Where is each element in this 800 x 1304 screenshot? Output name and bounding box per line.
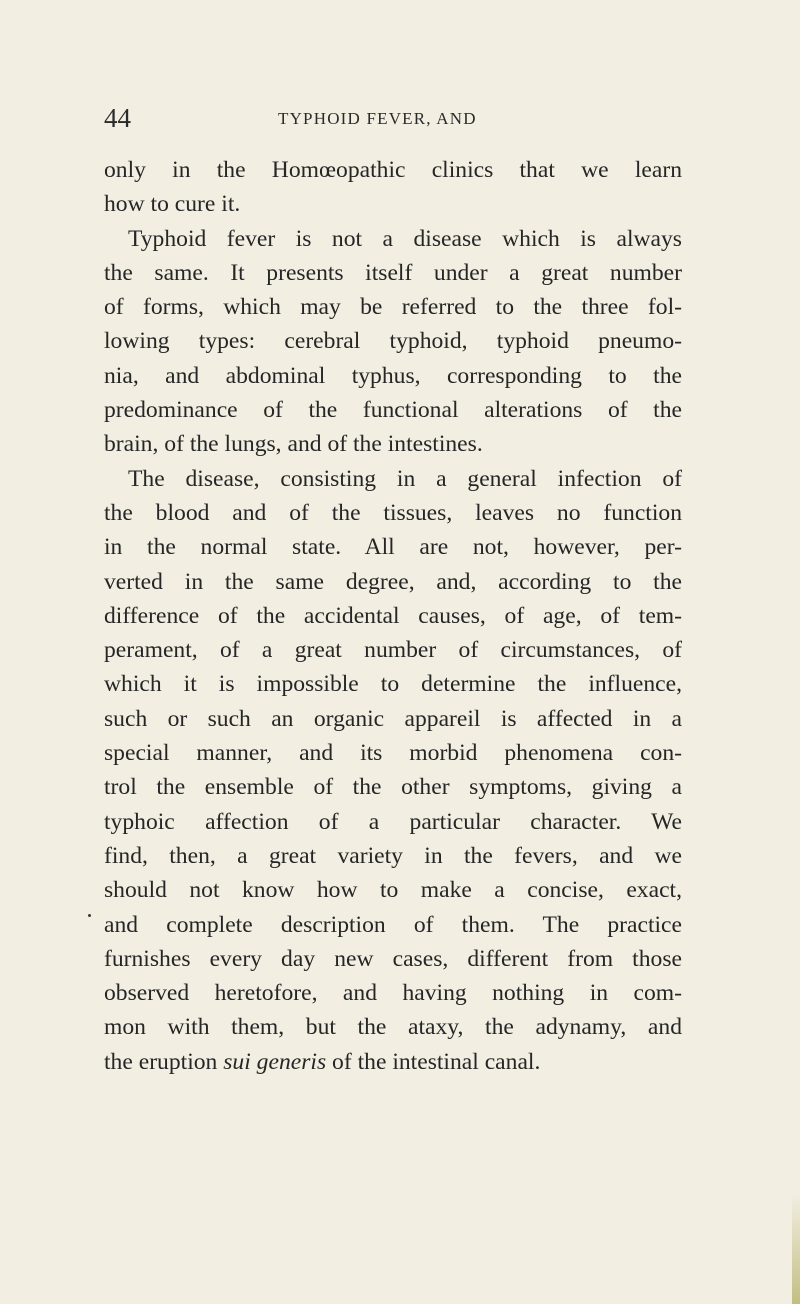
text-line: should not know how to make a concise, exact, bbox=[104, 877, 682, 904]
text-line: brain, of the lungs, and of the intestines. bbox=[104, 431, 483, 458]
text-line: The disease, consisting in a general infection of bbox=[128, 465, 682, 492]
text-line: trol the ensemble of the other symptoms, giving a bbox=[104, 774, 682, 801]
text-line: Typhoid fever is not a disease which is always bbox=[128, 225, 682, 252]
page-number: 44 bbox=[104, 103, 131, 133]
text-line: typhoic affection of a particular character. We bbox=[104, 808, 682, 835]
italic-phrase: sui generis bbox=[223, 1048, 327, 1075]
text-line: how to cure it. bbox=[104, 191, 241, 218]
text-line: the same. It presents itself under a great number bbox=[104, 259, 682, 286]
running-head bbox=[104, 103, 684, 133]
final-line-end: of the intestinal canal. bbox=[326, 1048, 541, 1075]
running-title: TYPHOID FEVER, AND bbox=[278, 109, 477, 128]
text-line: only in the Homœopathic clinics that we learn bbox=[104, 157, 682, 183]
text-line: in the normal state. All are not, however, per- bbox=[104, 534, 682, 561]
text-line: observed heretofore, and having nothing in com- bbox=[104, 980, 682, 1007]
print-speck bbox=[88, 914, 91, 917]
text-line: verted in the same degree, and, according to the bbox=[104, 568, 682, 595]
text-line: find, then, a great variety in the fevers, and we bbox=[104, 842, 682, 869]
final-line-start: the eruption bbox=[104, 1048, 224, 1075]
text-line: lowing types: cerebral typhoid, typhoid pneumo- bbox=[104, 328, 682, 355]
text-line: nia, and abdominal typhus, corresponding to the bbox=[104, 362, 682, 389]
body-text bbox=[104, 153, 682, 1079]
text-line: predominance of the functional alterations of the bbox=[104, 397, 682, 424]
text-line: difference of the accidental causes, of age, of tem- bbox=[104, 602, 682, 629]
text-line: mon with them, but the ataxy, the adynamy, and bbox=[104, 1014, 682, 1041]
text-line-final bbox=[104, 1045, 682, 1079]
text-line: of forms, which may be referred to the three fol- bbox=[104, 294, 682, 321]
text-line: such or such an organic appareil is affected in a bbox=[104, 705, 682, 732]
text-line: furnishes every day new cases, different from those bbox=[104, 945, 682, 972]
text-line: special manner, and its morbid phenomena con- bbox=[104, 740, 682, 767]
text-line: which it is impossible to determine the influence, bbox=[104, 671, 682, 698]
text-line: perament, of a great number of circumstances, of bbox=[104, 637, 682, 664]
page-edge-stain bbox=[792, 1194, 800, 1304]
text-line: the blood and of the tissues, leaves no function bbox=[104, 499, 682, 526]
text-line: and complete description of them. The practice bbox=[104, 911, 682, 938]
